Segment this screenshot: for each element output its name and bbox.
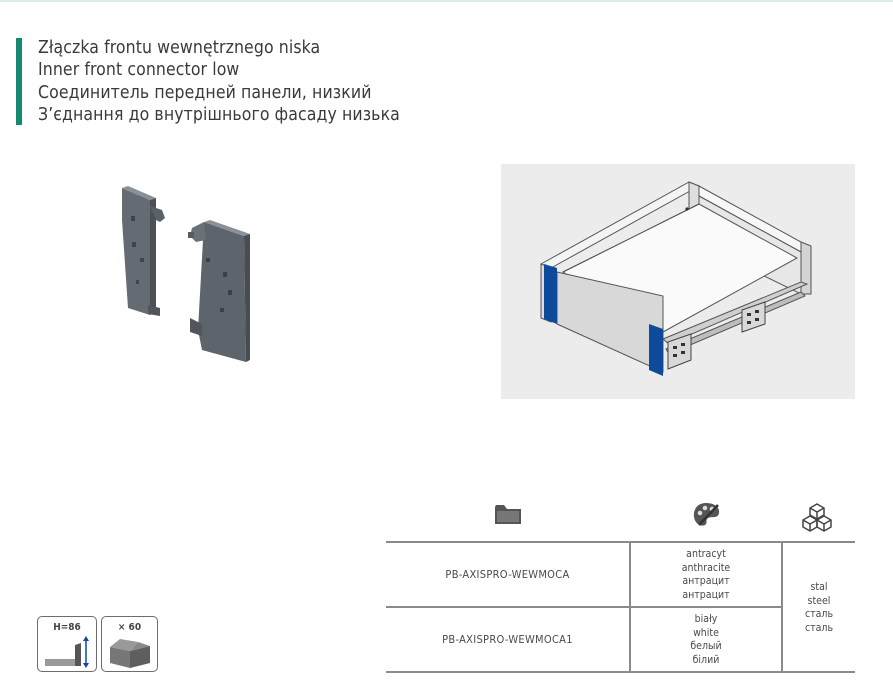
height-badge bbox=[37, 616, 97, 672]
material-ru: сталь bbox=[804, 608, 834, 620]
quantity-badge bbox=[101, 616, 158, 672]
top-rule bbox=[0, 0, 893, 2]
color-uk: антрацит bbox=[682, 588, 730, 601]
cubes-icon bbox=[801, 502, 833, 536]
color-ru: белый bbox=[690, 640, 722, 652]
color-en: white bbox=[693, 626, 719, 639]
title-english: Inner front connector low bbox=[38, 60, 240, 81]
palette-icon bbox=[691, 501, 721, 533]
title-russian: Соединитель передней панели, низкий bbox=[38, 82, 372, 103]
folder-icon bbox=[494, 503, 522, 529]
color-en: anthracite bbox=[681, 561, 731, 574]
color-uk: білий bbox=[692, 653, 720, 666]
table-rule-top bbox=[386, 541, 855, 543]
table-material bbox=[783, 581, 855, 635]
connector-parts-image bbox=[110, 180, 270, 370]
title-ukrainian: З’єднання до внутрішнього фасаду низька bbox=[38, 104, 400, 125]
product-titles bbox=[38, 37, 400, 126]
table-row-2-color bbox=[631, 613, 781, 667]
table-row-1-code: PB-AXISPRO-WEWMOCA bbox=[445, 568, 570, 581]
table-row-2-code: PB-AXISPRO-WEWMOCA1 bbox=[442, 633, 573, 646]
table-rule-bottom bbox=[386, 671, 855, 673]
color-pl: biały bbox=[694, 613, 718, 625]
box-icon bbox=[107, 637, 153, 669]
material-en: steel bbox=[807, 594, 831, 607]
table-row-1-color bbox=[631, 548, 781, 602]
specification-table bbox=[386, 497, 855, 673]
table-rule-middle bbox=[386, 606, 781, 608]
title-polish: Złączka frontu wewnętrznego niska bbox=[38, 38, 321, 58]
title-accent-bar bbox=[16, 38, 22, 125]
quantity-label: × 60 bbox=[117, 622, 142, 633]
color-ru: антрацит bbox=[682, 575, 730, 587]
drawer-diagram bbox=[501, 164, 855, 399]
color-pl: antracyt bbox=[686, 548, 726, 560]
material-pl: stal bbox=[810, 581, 828, 593]
height-icon bbox=[43, 635, 91, 669]
height-label: H=86 bbox=[53, 622, 81, 633]
material-uk: сталь bbox=[804, 621, 834, 634]
